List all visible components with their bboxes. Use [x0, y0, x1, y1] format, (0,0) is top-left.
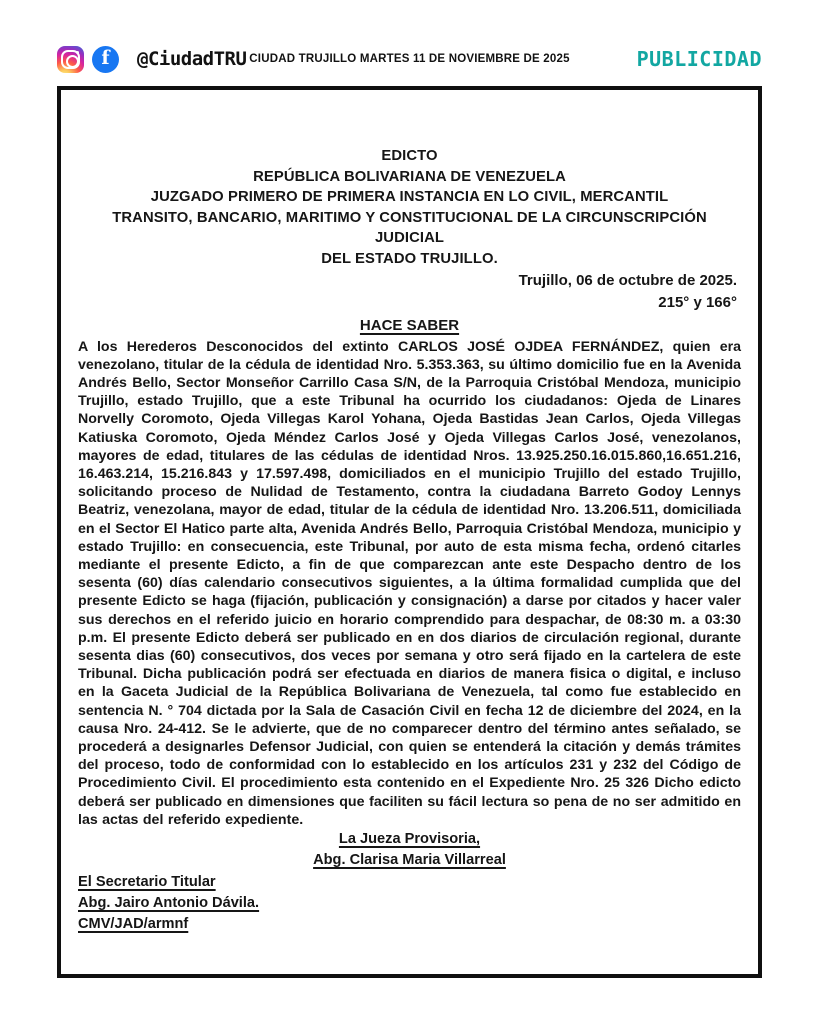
instagram-icon	[57, 46, 84, 73]
heading-state: DEL ESTADO TRUJILLO.	[321, 250, 498, 267]
file-initials: CMV/JAD/armnf	[78, 916, 189, 933]
secretary-name: Abg. Jairo Antonio Dávila.	[78, 895, 260, 912]
edicto-body-text: A los Herederos Desconocidos del extinto CARLOS JOSÉ OJDEA FERNÁNDEZ, quien era venezolano, titular de la cédula de identidad Nro. 5.353.363, su último domicilio fue en la Avenida Andrés Bello, Sector Monseñor Carrillo Casa S/N, de la Parroquia Cristóbal Mendoza, municipio Trujillo, estado Trujillo, que a este Tribunal ha ocurrido los ciudadanos: Ojeda de Linares Norvelly Coromoto, Ojeda Villegas Karol Yohana, Ojeda Bastidas Jean Carlos, Ojeda Villegas Katiuska Coromoto, Ojeda Méndez Carlos José y Ojeda Villegas Carlos José, venezolanos, mayores de edad, titulares de las cédulas de identidad Nros. 13.925.250.16.015.860,16.651.216, 16.463.214, 15.216.843 y 17.597.498, domiciliados en el municipio Trujillo del estado Trujillo, solicitando proceso de Nulidad de Testamento, contra la ciudadana Barreto Godoy Lennys Beatriz, venezolana, mayor de edad, titular de la cédula de identidad Nro. 13.206.511, domiciliada en el Sector El Hatico parte alta, Avenida Andrés Bello, Parroquia Cristóbal Mendoza, municipio y estado Trujillo: en consecuencia, este Tribunal, por auto de esta misma fecha, ordenó citarles mediante el presente Edicto, a fin de que comparezcan ante este Despacho dentro de los sesenta (60) días calendario consecutivos siguientes, a la última formalidad cumplida que del presente Edicto se haga (fijación, publicación y consignación) a darse por citados y hacer valer sus derechos en el referido juicio en horario comprendido para despachar, de 08:30 m. a 03:30 p.m. El presente Edicto deberá ser publicado en en dos diarios de circulación regional, durante sesenta dias (60) consecutivos, dos veces por semana y otro será fijado en la cartelera de este Tribunal. Dicha publicación podrá ser efectuada en diarios de manera fisica o digital, e incluso en la Gaceta Judicial de la República Bolivariana de Venezuela, tal como fue establecido en sentencia N. ° 704 dictada por la Sala de Casación Civil en fecha 12 de diciembre del 2024, en la causa Nro. 24-412. Se le advierte, que de no comparecer dentro del término antes señalado, se procederá a designarles Defensor Judicial, con quien se entenderá la citación y demás trámites del proceso, todo de conformidad con lo establecido en los artículos 231 y 232 del Código de Procedimiento Civil. El procedimiento esta contenido en el Expediente Nro. 25 326 Dicho edicto deberá ser publicado en dimensiones que faciliten su fácil lectura so pena de no ser admitido en las actas del referido expediente.	[78, 338, 741, 828]
judge-name: Abg. Clarisa Maria Villarreal	[313, 852, 506, 869]
facebook-icon: f	[92, 46, 119, 73]
social-icons-group	[57, 46, 246, 73]
edition-dateline: CIUDAD TRUJILLO MARTES 11 DE NOVIEMBRE DE 2025	[249, 53, 570, 65]
secretary-title: El Secretario Titular	[78, 874, 216, 891]
heading-court-1: JUZGADO PRIMERO DE PRIMERA INSTANCIA EN LO CIVIL, MERCANTIL	[150, 189, 669, 206]
heading-court-2: TRANSITO, BANCARIO, MARITIMO Y CONSTITUCIONAL DE LA CIRCUNSCRIPCIÓN JUDICIAL	[112, 209, 707, 247]
hace-saber-heading: HACE SABER	[359, 316, 460, 334]
heading-country: REPÚBLICA BOLIVARIANA DE VENEZUELA	[253, 168, 566, 185]
masthead	[57, 42, 762, 76]
social-handle: @CiudadTRU	[137, 48, 247, 70]
publicidad-label: PUBLICIDAD	[629, 47, 762, 71]
document-title: EDICTO	[381, 148, 438, 164]
secretary-signature-block	[78, 872, 741, 935]
judge-title: La Jueza Provisoria,	[338, 831, 481, 848]
independence-years: 215° y 166°	[658, 294, 737, 312]
instagram-lens-dot	[76, 51, 79, 54]
issue-date: Trujillo, 06 de octubre de 2025.	[518, 271, 737, 289]
edicto-document	[57, 86, 762, 978]
